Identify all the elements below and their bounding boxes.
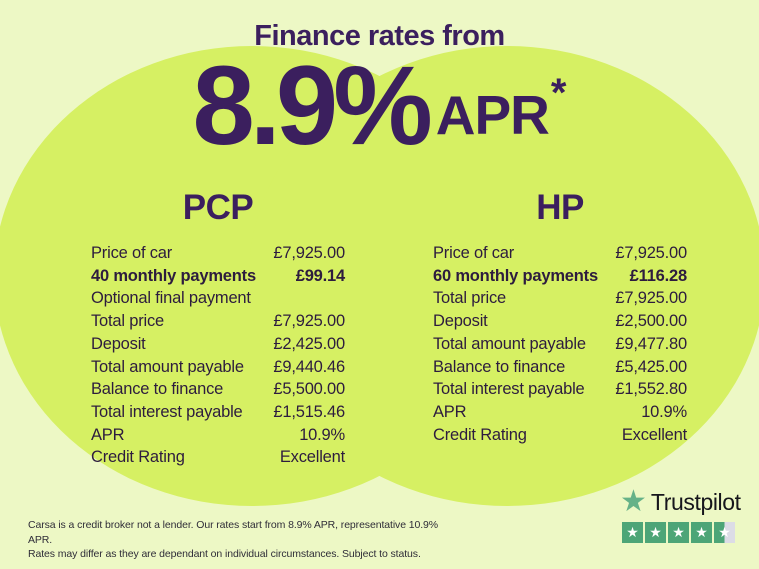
row-label: 40 monthly payments [91,266,256,285]
disclaimer-text [28,518,458,562]
finance-table-row [433,242,687,265]
row-value: 10.9% [299,425,345,444]
finance-table-row [91,378,345,401]
trustpilot-wordmark: Trustpilot [650,488,741,515]
row-value: £7,925.00 [273,244,345,262]
row-label: Balance to finance [433,357,566,376]
star-icon: ★ [695,524,708,540]
row-label: Price of car [433,244,515,262]
row-value: £9,477.80 [615,334,687,353]
row-value: £2,500.00 [615,312,687,331]
row-label: Optional final payment [91,289,251,308]
finance-table-row [91,242,345,265]
finance-table-row [433,424,687,447]
row-value: £99.14 [295,266,345,285]
trustpilot-star-icon: ★ [620,485,647,518]
finance-table-row [433,401,687,424]
rate-suffix: APR [435,84,549,146]
row-value: £9,440.46 [273,357,345,376]
row-value: £7,925.00 [273,312,345,331]
star-icon: ★ [626,524,639,540]
star-icon: ★ [649,524,662,540]
finance-table-row [433,356,687,379]
finance-table-row [433,378,687,401]
hp-finance-table [433,190,687,446]
row-label: APR [433,402,467,421]
row-value: Excellent [279,448,345,467]
row-label: 60 monthly payments [433,266,598,285]
rate-asterisk: * [550,71,567,115]
hp-table-rows [433,242,687,446]
row-label: Price of car [91,244,173,262]
finance-table-row [91,446,345,469]
rating-star-box [645,522,666,543]
row-label: Deposit [433,312,488,331]
row-label: APR [91,425,125,444]
row-value: £5,500.00 [273,380,345,399]
finance-table-row [433,265,687,288]
finance-table-row [433,333,687,356]
finance-table-row [91,333,345,356]
row-label: Balance to finance [91,380,224,399]
row-value: £2,425.00 [273,334,345,353]
row-label: Total interest payable [433,380,585,399]
pcp-table-title: PCP [182,188,254,227]
finance-table-row [91,401,345,424]
pcp-finance-table [91,190,345,469]
star-icon: ★ [718,524,731,540]
row-value: £1,552.80 [615,380,687,399]
row-label: Total interest payable [91,402,243,421]
disclaimer-line-2: Rates may differ as they are dependant on individual circumstances. Subject to status. [28,548,421,560]
row-label: Total price [433,289,507,308]
headline-rate [0,43,759,168]
star-icon: ★ [672,524,685,540]
row-label: Total price [91,312,165,331]
row-value: £5,425.00 [615,357,687,376]
row-value: £1,515.46 [273,402,345,421]
disclaimer-line-1: Carsa is a credit broker not a lender. Our rates start from 8.9% APR, representative 10.9% APR. [28,519,439,546]
row-value: £7,925.00 [615,289,687,308]
row-value: £7,925.00 [615,244,687,262]
row-label: Credit Rating [91,448,185,467]
finance-table-row [433,310,687,333]
row-value: £116.28 [629,266,687,285]
rating-star-box [714,522,735,543]
page-title: Finance rates from [254,20,505,52]
row-value: Excellent [621,425,687,444]
row-label: Total amount payable [433,334,586,353]
row-value: 10.9% [641,402,687,421]
finance-table-row [91,265,345,288]
finance-table-row [91,310,345,333]
row-label: Total amount payable [91,357,244,376]
rating-star-box [691,522,712,543]
trustpilot-logo [620,485,741,518]
rating-star-box [668,522,689,543]
pcp-table-rows [91,242,345,469]
rating-star-box [622,522,643,543]
row-label: Deposit [91,334,146,353]
finance-table-row [91,287,345,310]
rate-value: 8.9% [192,43,428,168]
trustpilot-rating [622,522,741,543]
row-label: Credit Rating [433,425,527,444]
finance-table-row [91,424,345,447]
finance-table-row [91,356,345,379]
hp-table-title: HP [536,188,584,227]
trustpilot-widget [620,485,741,543]
finance-table-row [433,287,687,310]
